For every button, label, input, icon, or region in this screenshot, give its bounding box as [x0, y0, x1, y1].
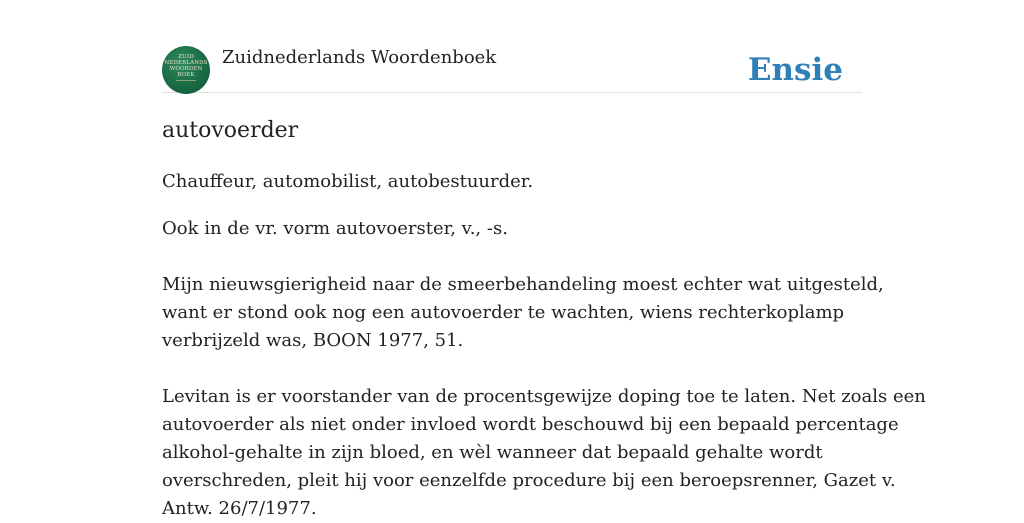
ensie-brand-logo[interactable]: Ensie: [747, 52, 843, 88]
logo-line: WOORDEN: [169, 66, 203, 72]
quote-line: overschreden, pleit hij voor eenzelfde procedure bij een beroepsrenner, Gazet v.: [162, 470, 896, 491]
logo-line: ZUID: [178, 54, 194, 60]
logo-text: [162, 54, 210, 78]
quote-line: alkohol-gehalte in zijn bloed, en wèl wanneer dat bepaald gehalte wordt: [162, 442, 823, 463]
entry-quote-1: [162, 271, 884, 355]
quote-line: autovoerder als niet onder invloed wordt beschouwd bij een bepaald percentage: [162, 414, 899, 435]
quote-line: verbrijzeld was, BOON 1977, 51.: [162, 330, 464, 351]
entry-definition: Chauffeur, automobilist, autobestuurder.: [162, 171, 534, 192]
logo-line: BOEK: [177, 72, 195, 78]
site-header: [162, 46, 862, 93]
quote-line: want er stond ook nog een autovoerder te wachten, wiens rechterkoplamp: [162, 302, 845, 323]
quote-line: Antw. 26/7/1977.: [162, 498, 317, 519]
entry-note: Ook in de vr. vorm autovoerster, v., -s.: [162, 218, 508, 239]
entry-card: [162, 0, 926, 519]
logo-line: NEDERLANDS: [164, 60, 208, 66]
logo-divider: [176, 80, 196, 81]
dictionary-logo[interactable]: [162, 46, 210, 94]
entry-quote-2: [162, 383, 926, 523]
quote-line: Mijn nieuwsgierigheid naar de smeerbehandeling moest echter wat uitgesteld,: [162, 274, 884, 295]
quote-line: Levitan is er voorstander van de procentsgewijze doping toe te laten. Net zoals een: [162, 386, 926, 407]
entry-headword: autovoerder: [162, 118, 299, 143]
dictionary-name-link[interactable]: Zuidnederlands Woordenboek: [222, 47, 497, 68]
